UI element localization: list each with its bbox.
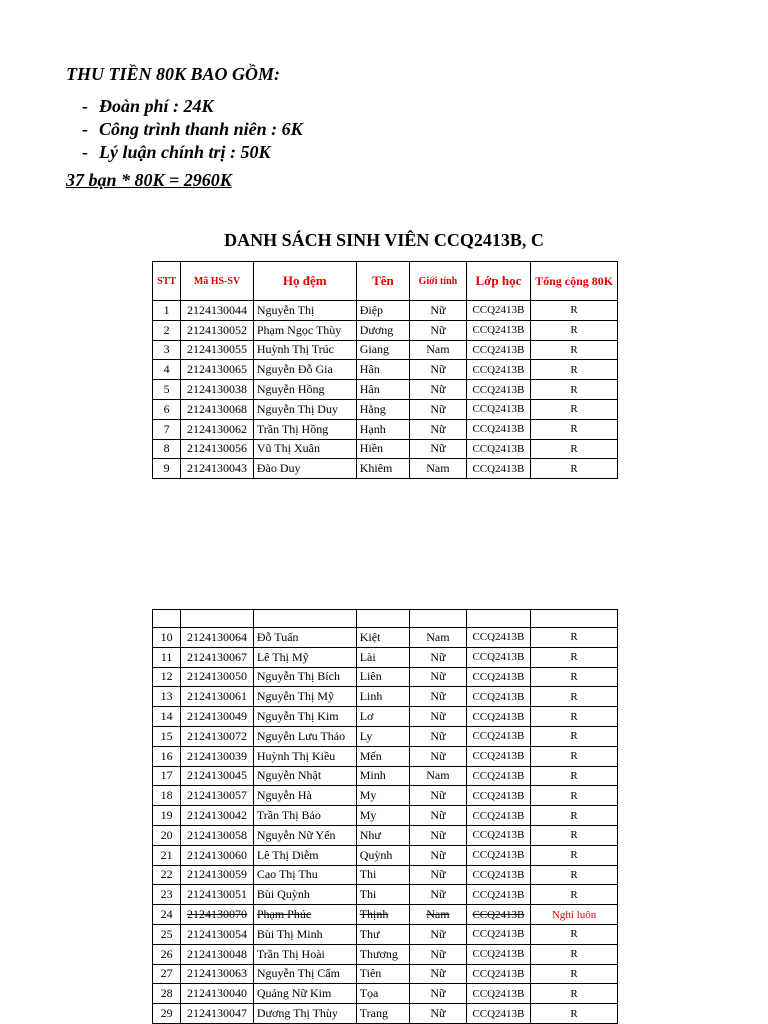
- cell-class: CCQ2413B: [466, 1004, 531, 1024]
- cell-student-id: 2124130055: [181, 340, 254, 360]
- cell-stt: 13: [153, 687, 181, 707]
- cell-class: CCQ2413B: [466, 419, 531, 439]
- table-body: [153, 301, 618, 479]
- cell-student-id: 2124130051: [181, 885, 254, 905]
- cell-class: CCQ2413B: [466, 984, 531, 1004]
- cell-stt: 19: [153, 806, 181, 826]
- table-row: [153, 380, 618, 400]
- cell-student-id: 2124130059: [181, 865, 254, 885]
- cell-first-name: Lơ: [356, 707, 409, 727]
- col-header-ten: Tên: [356, 262, 409, 301]
- cell-middle-name: Đỗ Tuấn: [253, 628, 356, 648]
- cell-gender: Nữ: [410, 746, 466, 766]
- cell-class: CCQ2413B: [466, 944, 531, 964]
- cell-student-id: 2124130052: [181, 320, 254, 340]
- table-row: [153, 340, 618, 360]
- cell-class: CCQ2413B: [466, 924, 531, 944]
- cell-middle-name: Bùi Quỳnh: [253, 885, 356, 905]
- col-header-hodem: Họ đệm: [253, 262, 356, 301]
- cell-first-name: Thi: [356, 885, 409, 905]
- cell-total: R: [531, 301, 618, 321]
- cell-gender: Nữ: [410, 984, 466, 1004]
- table-row: [153, 924, 618, 944]
- cell-stt: 9: [153, 459, 181, 479]
- cell-gender: Nam: [410, 766, 466, 786]
- cell-middle-name: Dương Thị Thùy: [253, 1004, 356, 1024]
- cell-stt: 16: [153, 746, 181, 766]
- cell-class: CCQ2413B: [466, 647, 531, 667]
- empty-cell: [181, 610, 254, 628]
- cell-student-id: 2124130050: [181, 667, 254, 687]
- cell-middle-name: Vũ Thị Xuân: [253, 439, 356, 459]
- cell-class: CCQ2413B: [466, 726, 531, 746]
- cell-total: R: [531, 320, 618, 340]
- table-row: [153, 647, 618, 667]
- cell-stt: 7: [153, 419, 181, 439]
- cell-total: R: [531, 865, 618, 885]
- fee-heading: THU TIỀN 80K BAO GỒM:: [66, 64, 281, 84]
- table-row: [153, 885, 618, 905]
- cell-total: R: [531, 459, 618, 479]
- col-header-stt: STT: [153, 262, 181, 301]
- cell-student-id: 2124130070: [181, 905, 254, 925]
- cell-stt: 2: [153, 320, 181, 340]
- cell-middle-name: Phạm Phúc: [253, 905, 356, 925]
- cell-first-name: Minh: [356, 766, 409, 786]
- cell-class: CCQ2413B: [466, 786, 531, 806]
- cell-stt: 11: [153, 647, 181, 667]
- cell-gender: Nữ: [410, 360, 466, 380]
- cell-student-id: 2124130048: [181, 944, 254, 964]
- cell-student-id: 2124130063: [181, 964, 254, 984]
- cell-first-name: Thi: [356, 865, 409, 885]
- col-header-gioitinh: Giới tính: [410, 262, 466, 301]
- cell-middle-name: Lê Thị Mỹ: [253, 647, 356, 667]
- table-row: [153, 360, 618, 380]
- cell-student-id: 2124130061: [181, 687, 254, 707]
- empty-cell: [356, 610, 409, 628]
- cell-gender: Nữ: [410, 687, 466, 707]
- cell-first-name: Thư: [356, 924, 409, 944]
- cell-stt: 8: [153, 439, 181, 459]
- cell-gender: Nữ: [410, 865, 466, 885]
- cell-first-name: Mến: [356, 746, 409, 766]
- cell-gender: Nữ: [410, 301, 466, 321]
- cell-stt: 27: [153, 964, 181, 984]
- cell-middle-name: Trần Thị Bảo: [253, 806, 356, 826]
- cell-middle-name: Nguyễn Thị Cẩm: [253, 964, 356, 984]
- cell-gender: Nữ: [410, 845, 466, 865]
- cell-middle-name: Cao Thị Thu: [253, 865, 356, 885]
- empty-cell: [410, 610, 466, 628]
- cell-class: CCQ2413B: [466, 340, 531, 360]
- table-row: [153, 944, 618, 964]
- cell-class: CCQ2413B: [466, 380, 531, 400]
- cell-first-name: Linh: [356, 687, 409, 707]
- fee-list: [82, 95, 303, 164]
- fee-item: [82, 141, 303, 164]
- cell-total: R: [531, 707, 618, 727]
- cell-first-name: Lài: [356, 647, 409, 667]
- cell-middle-name: Bùi Thị Minh: [253, 924, 356, 944]
- cell-middle-name: Đào Duy: [253, 459, 356, 479]
- list-dash: -: [82, 96, 88, 116]
- cell-stt: 1: [153, 301, 181, 321]
- cell-gender: Nữ: [410, 944, 466, 964]
- table-row: [153, 1004, 618, 1024]
- cell-gender: Nữ: [410, 707, 466, 727]
- cell-first-name: Như: [356, 825, 409, 845]
- cell-middle-name: Nguyễn Nữ Yến: [253, 825, 356, 845]
- cell-class: CCQ2413B: [466, 845, 531, 865]
- fee-item-label: Lý luận chính trị : 50K: [99, 142, 271, 162]
- cell-total: R: [531, 984, 618, 1004]
- cell-stt: 14: [153, 707, 181, 727]
- cell-gender: Nam: [410, 340, 466, 360]
- cell-total: R: [531, 964, 618, 984]
- cell-total: R: [531, 647, 618, 667]
- table-row: [153, 301, 618, 321]
- empty-cell: [253, 610, 356, 628]
- cell-middle-name: Nguyễn Thị: [253, 301, 356, 321]
- fee-item: [82, 95, 303, 118]
- cell-class: CCQ2413B: [466, 885, 531, 905]
- cell-total: R: [531, 885, 618, 905]
- cell-stt: 6: [153, 399, 181, 419]
- cell-first-name: Hân: [356, 380, 409, 400]
- cell-class: CCQ2413B: [466, 399, 531, 419]
- cell-first-name: Khiêm: [356, 459, 409, 479]
- cell-gender: Nữ: [410, 726, 466, 746]
- cell-gender: Nữ: [410, 399, 466, 419]
- table-row: [153, 905, 618, 925]
- cell-total: R: [531, 380, 618, 400]
- cell-gender: Nữ: [410, 1004, 466, 1024]
- cell-middle-name: Nguyễn Thị Mỹ: [253, 687, 356, 707]
- table-row: [153, 746, 618, 766]
- fee-item-label: Đoàn phí : 24K: [99, 96, 214, 116]
- col-header-tongcong: Tổng cộng 80K: [531, 262, 618, 301]
- total-line: 37 bạn * 80K = 2960K: [66, 170, 232, 190]
- cell-stt: 21: [153, 845, 181, 865]
- cell-class: CCQ2413B: [466, 865, 531, 885]
- table-body: [153, 628, 618, 1024]
- cell-stt: 4: [153, 360, 181, 380]
- cell-gender: Nữ: [410, 825, 466, 845]
- cell-student-id: 2124130039: [181, 746, 254, 766]
- cell-gender: Nữ: [410, 439, 466, 459]
- cell-class: CCQ2413B: [466, 825, 531, 845]
- cell-total: R: [531, 726, 618, 746]
- cell-student-id: 2124130043: [181, 459, 254, 479]
- cell-total: R: [531, 766, 618, 786]
- cell-first-name: Tiên: [356, 964, 409, 984]
- cell-student-id: 2124130045: [181, 766, 254, 786]
- fee-item-label: Công trình thanh niên : 6K: [99, 119, 303, 139]
- cell-total: R: [531, 399, 618, 419]
- cell-stt: 24: [153, 905, 181, 925]
- cell-student-id: 2124130044: [181, 301, 254, 321]
- cell-stt: 3: [153, 340, 181, 360]
- table-empty-header-row: [153, 610, 618, 628]
- cell-class: CCQ2413B: [466, 746, 531, 766]
- cell-middle-name: Nguyễn Thị Duy: [253, 399, 356, 419]
- cell-middle-name: Nguyễn Hà: [253, 786, 356, 806]
- cell-class: CCQ2413B: [466, 707, 531, 727]
- cell-student-id: 2124130072: [181, 726, 254, 746]
- table-row: [153, 667, 618, 687]
- table-row: [153, 459, 618, 479]
- cell-total: R: [531, 687, 618, 707]
- student-table-part1: [152, 261, 618, 479]
- cell-stt: 20: [153, 825, 181, 845]
- cell-total: R: [531, 924, 618, 944]
- cell-stt: 29: [153, 1004, 181, 1024]
- cell-total: R: [531, 439, 618, 459]
- cell-middle-name: Huỳnh Thị Trúc: [253, 340, 356, 360]
- cell-total: R: [531, 806, 618, 826]
- cell-total: R: [531, 667, 618, 687]
- cell-student-id: 2124130067: [181, 647, 254, 667]
- table-row: [153, 687, 618, 707]
- cell-total: R: [531, 944, 618, 964]
- cell-gender: Nữ: [410, 806, 466, 826]
- cell-student-id: 2124130065: [181, 360, 254, 380]
- cell-middle-name: Trần Thị Hồng: [253, 419, 356, 439]
- cell-student-id: 2124130049: [181, 707, 254, 727]
- table-row: [153, 845, 618, 865]
- cell-gender: Nữ: [410, 924, 466, 944]
- cell-stt: 26: [153, 944, 181, 964]
- cell-first-name: Kiệt: [356, 628, 409, 648]
- list-dash: -: [82, 142, 88, 162]
- table-row: [153, 806, 618, 826]
- cell-gender: Nữ: [410, 380, 466, 400]
- cell-student-id: 2124130057: [181, 786, 254, 806]
- cell-first-name: Giang: [356, 340, 409, 360]
- cell-class: CCQ2413B: [466, 667, 531, 687]
- cell-total: R: [531, 340, 618, 360]
- cell-stt: 25: [153, 924, 181, 944]
- fee-item: [82, 118, 303, 141]
- cell-middle-name: Phạm Ngọc Thùy: [253, 320, 356, 340]
- cell-student-id: 2124130068: [181, 399, 254, 419]
- table-row: [153, 707, 618, 727]
- cell-first-name: My: [356, 786, 409, 806]
- cell-total: R: [531, 419, 618, 439]
- cell-first-name: Hân: [356, 360, 409, 380]
- cell-student-id: 2124130058: [181, 825, 254, 845]
- cell-total: R: [531, 786, 618, 806]
- cell-first-name: Hiền: [356, 439, 409, 459]
- cell-gender: Nữ: [410, 786, 466, 806]
- cell-gender: Nữ: [410, 964, 466, 984]
- cell-stt: 15: [153, 726, 181, 746]
- cell-stt: 10: [153, 628, 181, 648]
- cell-first-name: Liên: [356, 667, 409, 687]
- cell-total: R: [531, 360, 618, 380]
- table-row: [153, 825, 618, 845]
- cell-total: Nghỉ luôn: [531, 905, 618, 925]
- cell-student-id: 2124130047: [181, 1004, 254, 1024]
- cell-middle-name: Nguyễn Hồng: [253, 380, 356, 400]
- col-header-ma: Mã HS-SV: [181, 262, 254, 301]
- cell-first-name: Tọa: [356, 984, 409, 1004]
- table-row: [153, 964, 618, 984]
- cell-first-name: Thịnh: [356, 905, 409, 925]
- cell-first-name: Ly: [356, 726, 409, 746]
- table-row: [153, 439, 618, 459]
- cell-gender: Nam: [410, 628, 466, 648]
- cell-total: R: [531, 1004, 618, 1024]
- cell-middle-name: Nguyễn Lưu Thảo: [253, 726, 356, 746]
- cell-stt: 5: [153, 380, 181, 400]
- cell-first-name: Hằng: [356, 399, 409, 419]
- cell-student-id: 2124130056: [181, 439, 254, 459]
- table-row: [153, 766, 618, 786]
- table-row: [153, 726, 618, 746]
- cell-total: R: [531, 825, 618, 845]
- cell-class: CCQ2413B: [466, 320, 531, 340]
- cell-stt: 17: [153, 766, 181, 786]
- empty-cell: [531, 610, 618, 628]
- cell-middle-name: Trần Thị Hoài: [253, 944, 356, 964]
- cell-class: CCQ2413B: [466, 905, 531, 925]
- col-header-lop: Lớp học: [466, 262, 531, 301]
- cell-student-id: 2124130062: [181, 419, 254, 439]
- cell-student-id: 2124130042: [181, 806, 254, 826]
- cell-middle-name: Nguyễn Thị Bích: [253, 667, 356, 687]
- cell-gender: Nam: [410, 905, 466, 925]
- list-dash: -: [82, 119, 88, 139]
- cell-gender: Nam: [410, 459, 466, 479]
- cell-first-name: Hạnh: [356, 419, 409, 439]
- cell-class: CCQ2413B: [466, 766, 531, 786]
- cell-class: CCQ2413B: [466, 806, 531, 826]
- cell-student-id: 2124130054: [181, 924, 254, 944]
- cell-student-id: 2124130038: [181, 380, 254, 400]
- cell-total: R: [531, 628, 618, 648]
- cell-total: R: [531, 746, 618, 766]
- cell-gender: Nữ: [410, 320, 466, 340]
- cell-gender: Nữ: [410, 667, 466, 687]
- cell-stt: 12: [153, 667, 181, 687]
- table-row: [153, 399, 618, 419]
- cell-first-name: Điệp: [356, 301, 409, 321]
- cell-gender: Nữ: [410, 647, 466, 667]
- cell-middle-name: Lê Thị Diễm: [253, 845, 356, 865]
- cell-class: CCQ2413B: [466, 459, 531, 479]
- cell-first-name: My: [356, 806, 409, 826]
- cell-class: CCQ2413B: [466, 439, 531, 459]
- cell-class: CCQ2413B: [466, 964, 531, 984]
- table-row: [153, 865, 618, 885]
- cell-student-id: 2124130064: [181, 628, 254, 648]
- cell-middle-name: Nguyễn Thị Kim: [253, 707, 356, 727]
- cell-middle-name: Quảng Nữ Kim: [253, 984, 356, 1004]
- cell-stt: 28: [153, 984, 181, 1004]
- table-row: [153, 984, 618, 1004]
- cell-first-name: Quỳnh: [356, 845, 409, 865]
- cell-stt: 22: [153, 865, 181, 885]
- list-title: DANH SÁCH SINH VIÊN CCQ2413B, C: [224, 230, 544, 250]
- cell-gender: Nữ: [410, 419, 466, 439]
- cell-stt: 18: [153, 786, 181, 806]
- cell-class: CCQ2413B: [466, 301, 531, 321]
- table-header-row: [153, 262, 618, 301]
- table-row: [153, 419, 618, 439]
- cell-class: CCQ2413B: [466, 360, 531, 380]
- cell-middle-name: Huỳnh Thị Kiều: [253, 746, 356, 766]
- empty-cell: [153, 610, 181, 628]
- cell-total: R: [531, 845, 618, 865]
- cell-gender: Nữ: [410, 885, 466, 905]
- table-row: [153, 786, 618, 806]
- cell-class: CCQ2413B: [466, 687, 531, 707]
- table-row: [153, 320, 618, 340]
- cell-first-name: Dương: [356, 320, 409, 340]
- cell-stt: 23: [153, 885, 181, 905]
- cell-middle-name: Nguyễn Nhật: [253, 766, 356, 786]
- cell-student-id: 2124130060: [181, 845, 254, 865]
- cell-middle-name: Nguyễn Đỗ Gia: [253, 360, 356, 380]
- table-row: [153, 628, 618, 648]
- cell-student-id: 2124130040: [181, 984, 254, 1004]
- cell-first-name: Trang: [356, 1004, 409, 1024]
- cell-first-name: Thương: [356, 944, 409, 964]
- cell-class: CCQ2413B: [466, 628, 531, 648]
- empty-cell: [466, 610, 531, 628]
- student-table-part2: [152, 609, 618, 1024]
